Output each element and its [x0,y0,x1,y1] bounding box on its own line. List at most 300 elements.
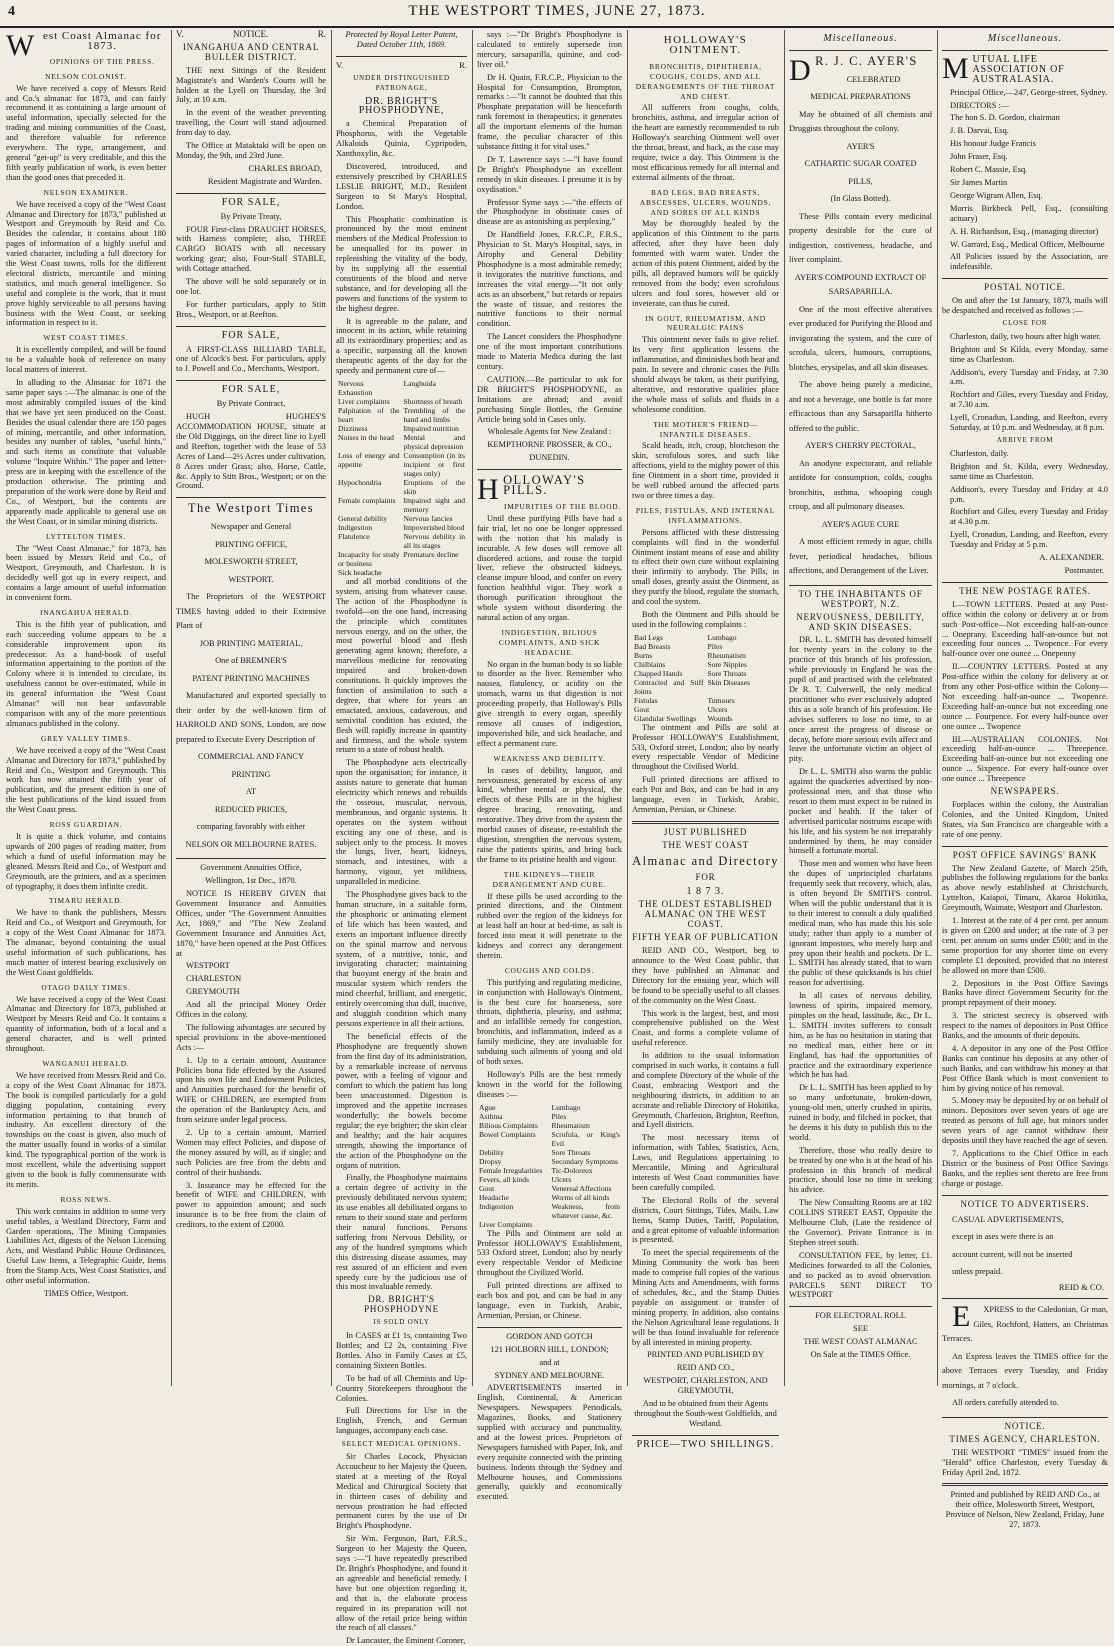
table-cell: Asthma [479,1111,503,1121]
regulation: 2. Depositors in the Post Office Savings Banks have direct Government Security for the prompt repayment of their money. [942,978,1108,1008]
table-cell: Debility [479,1147,504,1157]
paragraph: The Electoral Rolls of the several districts, Court Sittings, Tides, Mails, Law Items, Stamp Duties, Tariff, Population, and a great epitome of valuable information is presented. [632,1195,779,1245]
table-row [336,397,467,406]
press-source: GREY VALLEY TIMES. [40,733,132,743]
table-cell: Nervous Exhaustion [338,379,373,397]
table-cell: Nervous debility in all its stages [403,532,465,550]
ayer-text: One of the most effective alteratives ever produced for Purifying the Blood and invigorating the system, and the cure of scrofula, ulcers, humours, corruptions, blotches, erysipelas, and all skin diseases. [789,304,932,372]
divider [942,278,1108,279]
masthead-title: THE WESTPORT TIMES, JUNE 27, 1873. [408,3,706,19]
printing-office-ad [176,520,326,852]
table-row [477,1175,622,1184]
divider [176,193,326,194]
table-cell: Sore Throats [707,668,747,678]
office-feature: PATENT PRINTING MACHINES [192,673,310,683]
table-cell: Incapacity for study or business [338,550,400,568]
table-cell: Lumbago [551,1102,581,1112]
paragraph: The Lancet considers the Phosphodyne one of the most important contributions made to Materia Medica during the last century. [477,332,622,371]
table-cell: Loss of energy and appetite [338,451,400,469]
ayer-pills-line: (In Glass Botted). [830,194,891,204]
rate-line: I.—TOWN LETTERS. Posted at any Post-office within the colony or delivery at or from such Post-office—Not exceeding half-an-ounce ... Oneprany. Exceeding half-an-ounce but not exceeding four ounces ... Twopence. For every half-ounce over one ounce ... Onepenny [942,599,1108,659]
press-quote: In alluding to the Almanac for 1871 the same paper says :—The almanac is one of the most admirably compiled issues of the kind that we have yet seen produced on the Coast. Besides the usual calendar there are 150 pages of mining, mercantile, and other information, besides any number of tables, "useful hints," and such items as constitute that valuable volume "Inquire Within." The paper and letter-press are in keeping with the excellence of the production otherwise. The printing and preparation of the work were done by Reid and Co., of Westport, but the contents are apparently made applicable to general use on the West Coast, or in similar mining districts. [6,378,166,526]
table-cell: Impoverished blood [403,523,465,532]
savings-regulations [942,864,1108,1189]
column-ayer [789,30,932,1386]
director-line: W. Garrard, Esq., Medical Officer, Melbourne [950,239,1105,249]
select-heading: SELECT MEDICAL OPINIONS. [341,1439,462,1449]
office-feature: JOB PRINTING MATERIAL, [199,638,303,648]
royal-v: V. [176,29,184,39]
divider [942,1483,1108,1486]
regulation: 4. A depositor in any one of the Post Office Banks can continue his deposits at any other of such Banks, and can withdraw his money at that Post Office Bank which is most convenient to him by giving notice of his removal. [942,1043,1108,1093]
table-cell: Noises in the head [338,433,394,442]
ayer-pills-line: CATHARTIC SUGAR COATED [804,159,917,169]
paragraph: The beneficial effects of the Phosphodyne are frequently shown from the first day of its administration, by a remarkable increase of nervous power, with a feeling of vigour and comfort to which the patient has long been unaccustomed. Digestion is improved and the appetite increases wonderfully; the bowels become regular; the eye brighter; the skin clear and healthy; and the hair acquires strength, showing the importance of the action of the Phosphodyne on the organs of nutrition. [336,1031,467,1170]
paragraph: HUGH HUGHES'S ACCOMMODATION HOUSE, situate at the Old Diggings, on the direct line to Lyell and Reefton, together with the lease of 53 Acres of Land—2½ Acres under cultivation, 8 Acres under Grass; also, Horse, Cattle, &c. Apply to Stitt Bros., Westport; or on the Ground. [176,412,326,491]
sold-sub: IS SOLD ONLY [373,1318,430,1327]
advertiser-line: CASUAL ADVERTISEMENTS, [952,1214,1064,1224]
section-text: This purifying and regulating medicine, in conjunction with Holloway's Ointment, is the best cure for hoarseness, sore throats, diphtheria, pleurisy, and asthma; and an infallible remedy for congestion, bronchitis, and inflammation, indeed as a family medicine, they are invaluable for subduing such ailments of young and old of both sexes. [477,977,622,1066]
gordon-line: GORDON AND GOTCH [506,1331,593,1341]
imprint-line: WESTPORT, CHARLESTON, AND GREYMOUTH, [643,1376,768,1396]
sarsaparilla-heading: AYER'S COMPOUND EXTRACT OF SARSAPARILLA. [794,272,927,297]
office-feature: PRINTING [231,769,271,779]
almanac-line: 1 8 7 3. [686,885,725,897]
press-quote: It is excellently compiled, and will be found to be a valuable book of reference on many local matters of interest. [6,345,166,375]
divider [942,1195,1108,1196]
press-source: LYTTELTON TIMES. [45,531,127,541]
sale-horses [176,225,326,320]
divider [789,50,932,51]
office-text: Manufactured and exported specially to their order by the well-known firm of HARROLD AND SONS, London, are now prepared to Execute Every Description of [176,691,326,744]
paragraph: says :—"Dr Bright's Phosphodyne is calculated to entirely supersede iron mercury, sarsaparilla, quinine, and cod-liver oil." [477,30,622,69]
paragraph: In the event of the weather preventing travelling, the Court will stand adjourned from day to day. [176,108,326,138]
postage-title: THE NEW POSTAGE RATES. [959,585,1091,596]
inangahua-title: INANGAHUA AND CENTRAL BULLER DISTRICT. [182,41,320,62]
divider [942,582,1108,583]
ayer-text: These Pills contain every medicinal property desirable for the cure of indigestion, costiveness, headache, and liver complaint. [789,211,932,265]
disease-table [336,379,467,577]
column-misc [942,30,1108,1530]
table-row [632,714,779,723]
section-text: This ointment never fails to give relief. Its very first application lessens the inflammation, and diminishes both heat and pain. In severe and chronic cases the Pills should always be taken, as their purifying, alterative, and restorative qualities place the whole mass of solids and fluids in a wholesome condition. [632,335,780,414]
paragraph: The ointment and Pills are sold at Professor HOLLOWAY'S Establishment, 533, Oxford street, London; also by nearly every respectable Vendor of Medicine throughout the Civilised World. [632,722,779,772]
column-holloway-ointment [632,30,780,1450]
phosphodyne-text-cont [336,577,467,1292]
table-cell: Rheumatism [707,650,746,660]
ayer-pills-line: AYER'S [846,141,875,151]
select-opinions [336,1452,467,1646]
table-cell: Lumbago [707,632,737,642]
table-cell: Hypochondria [338,478,382,487]
table-cell: Gout [479,1183,495,1193]
advertisers-notice [942,1213,1108,1280]
table-cell: Female complaints [338,496,396,505]
royal-v: V. [336,59,344,70]
table-cell: Piles [707,641,723,651]
almanac-line: JUST PUBLISHED [663,826,748,837]
paragraph: Professor Syme says :—"the effects of the Phosphodyne in obstinate cases of disease are as astonishing as perplexing." [477,197,622,227]
patent-notice: Protected by Royal Letter Patent, Dated October 11th, 1869. [345,30,458,49]
table-row [632,678,779,696]
table-row [477,1202,622,1220]
savings-title: POST OFFICE SAVINGS' BANK [952,849,1098,860]
table-row [477,1121,622,1130]
ointment-end [632,723,779,815]
gov-title: Government Annuities Office, [200,863,302,873]
table-cell: Fevers, all kinds [479,1174,529,1184]
column-rule [331,30,332,1386]
holloway-list-intro: Holloway's Pills are the best remedy known in the world for the following diseases :— [477,1069,622,1099]
paragraph: Full printed directions are affixed to each box and pot, and can be had in any language, even in Turkish, Arabic, Armenian, Persian, or Chinese. [477,1281,622,1320]
table-cell: Worms of all kinds [551,1192,610,1202]
press-quote: We have received a copy of the West Coast Almanac and Directory for 1873, published at Westport by Messrs Reid and Co. It contains a quantity of information, both of a local and a general character, and is well printed throughout. [6,994,166,1054]
paragraph: 3. Insurance may be effected for the benefit of WIFE and CHILDREN, with power to appointion amount; and such insurance is to be free from the claim of creditors, to the extent of £2000. [176,1180,326,1230]
paragraph: GREYMOUTH [186,987,240,997]
table-row [477,1184,622,1193]
table-cell: Liver Complaints [479,1219,533,1229]
paragraph: The above will be sold separately or in one lot. [176,277,326,296]
ointment-title: HOLLOWAY'S OINTMENT. [663,34,748,56]
section-text: Scald heads, itch, croup, blotcheson the skin, scrofulous sores, and such like affections, yield to the mighty power of this fine Ointment in a short time, provided it be well rubbed around the affected parts two or three times a day. [632,441,779,500]
royal-patronage [336,61,467,71]
paragraph: 2. Up to a certain amount, Married Women may effect Policies, and dispose of the money assured by will, as if single; and such Policies are free from the debts and control of their husbands. [176,1128,326,1177]
table-row [632,651,779,660]
table-row [632,660,779,669]
column-notices [176,30,326,1386]
director-line: The hon S. D. Gordon, chairman [950,113,1060,123]
director-line: J. B. Darvai, Esq. [950,126,1009,136]
press-quote: This is the fifth year of publication, and each succeeding volume appears to be a considerable improvement upon its predecessor. As a hand-book of useful information appertaining to the portion of the Colony where it is intended to circulate, its usefulness cannot be over-estimated, while in its general information the "West Coast Almanac" will not bear unfavorable comparison with any of the more pretentious almanacs published in the colony. [6,619,166,728]
notice-heading: NOTICE. [233,29,269,39]
imprint-line: PRINTED AND PUBLISHED BY [646,1350,765,1360]
office-feature: One of BREMNER'S [215,656,287,666]
table-cell: General debility [338,514,388,523]
express-text: All orders carefully attended to. [952,1398,1059,1408]
ague-heading: AYER'S AGUE CURE [821,519,900,529]
advertiser-line: account current, will not be inserted [952,1249,1073,1259]
table-cell: Palpitation of the heart [338,406,400,424]
page-number: 4 [8,4,15,19]
paragraph: Full Directions for Use in the English, French, and German languages, accompany each case. [336,1406,467,1436]
table-row [477,1193,622,1202]
director-line: Robert C. Massie, Esq. [950,165,1028,175]
table-cell: Dizziness [338,424,368,433]
table-cell: Indigestion [479,1201,514,1211]
both-intro: Both the Ointment and Pills should be used in the following complaints : [632,609,779,629]
gov-date: Wellington, 1st Dec., 1870. [205,876,297,886]
almanac-ad [632,828,779,943]
press-quote: The "West Coast Almanac," for 1873, has been issued by Messrs Reid and Co., of Westport, Greymouth, and Charleston. It is decidedly well got up in every respect, and contains a large amount of useful information in convenient form. [6,543,166,603]
column-almanac-opinions [6,30,166,1386]
postal-intro: On and after the 1st January, 1873, mails will be despatched and received as follows :— [942,296,1108,316]
mail-line: Brighton and St Kilda, every Monday, same time as Charleston. [950,344,1108,364]
table-cell: Trembling of the hand and limbs [403,406,465,424]
paragraph: In CASES at £1 1s, containing Two Bottles; and £2 2s, containing Five Bottles. Also in Family Cases at £5, containing Sixteen Bottles. [336,1331,467,1370]
regulation: 1. Interest at the rate of 4 per cent. per annum is given on £200 and under; at the rate of 3 per cent. per annum on sums under £500; and in the same proportion for any shorter time on every complete £1 deposited, provided that no interest be allowed on more than £500. [942,916,1108,975]
director-line: A. H. Richardson, Esq., (managing director) [950,226,1099,236]
ointment-sections [632,188,779,607]
misc-heading: Miscellaneous. [823,33,898,44]
royal-r: R. [459,59,467,70]
table-row [336,550,467,568]
paragraph: Discovered, introduced, and extensively prescribed by CHARLES LESLIE BRIGHT, M.D., Resident Surgeon to St Mary's Hospital, London. [336,161,467,211]
wholesale-agents [477,427,622,463]
notice-title: NOTICE. [1004,1420,1046,1431]
regulation: 3. The strictest secrecy is observed with respect to the names of depositors in Post Office Banks, and the amounts of their deposits. [942,1011,1108,1041]
table-row [336,568,467,577]
paragraph: and all morbid conditions of the system, arising from whatever cause. The action of the Phosphodyne is twofold—on the one hand, increasing the principle which constitutes nervous energy, and on the other, the most powerful blood and flesh generating agent known; therefore, a marvellous medicine for renovating impaired and broken-down constitutions. It quickly improves the function of assimilation to such a degree, that where for years an emaciated, anxious, cadaverous, and semivital condition has existed, the flesh will rapidly increase in quantity and firmness, and the whole system return to a state of robust health. [336,577,467,755]
press-opinions [6,72,166,1286]
table-cell: Sick headache [338,568,382,577]
signature: CHARLES BROAD, [248,162,322,173]
sale-billiard [176,345,326,375]
office-line: MOLESWORTH STREET, [204,557,298,567]
paragraph: FOUR First-class DRAUGHT HORSES, with Harness complete; also, THREE CARGO BOATS with all necessary working gear; also, Four-Stall STABLE, with Cottage attached. [176,224,326,274]
almanac-ad-text [632,946,779,1347]
table-cell: Rheumatism [551,1120,590,1130]
paragraph: The New Consulting Rooms are at 182 COLLINS STREET EAST, Opposite the Melbourne Club, (Late the residence of the Governor). Private Entrance is in Stephen street south. [789,1198,932,1247]
almanac-line: THE OLDEST ESTABLISHED ALMANAC ON THE WEST COAST. [638,899,773,930]
section-text: If these pills be used according to the printed directions, and the Ointment rubbed over the region of the kidneys for at least half an hour at bed-time, as salt is forced into meat it will penetrate to the kidneys and correct any derangement therein. [477,891,622,960]
table-cell: Dropsy [479,1156,502,1166]
table-row [477,1148,622,1157]
table-cell: Impaired nutrition [403,424,459,433]
table-cell [402,568,468,577]
table-cell: Chilblains [634,659,666,669]
table-row [477,1112,622,1121]
sale-subheading: By Private Treaty, [220,211,282,221]
table-cell: Contracted and Stiff Joints [634,677,704,696]
electoral-line: FOR ELECTORAL ROLL [815,1311,906,1321]
office-text: The Proprietors of the WESTPORT TIMES having added to their Extensive Plant of [176,592,326,631]
electoral-line: SEE [853,1324,868,1334]
sale-subheading: By Private Contract, [216,399,286,409]
almanac-line: THE WEST COAST [662,839,749,850]
table-row [336,496,467,514]
table-cell: Ulcers [551,1174,572,1184]
imprint-line: REID AND CO., [676,1363,735,1373]
paragraph: To meet the special requirements of the Mining Community the work has been made to comprise full copies of the various Mining Acts and Amendments, with forms of schedules, &c., and the Stamp Duties payable on assignment or transfer of mining property. In addition, also contains the Nelson Agricultural lease regulations. It will be thus found invaluable for reference by all interested in mining property. [632,1248,779,1347]
mail-line: Lyell, Cronadun, Landing, and Reefton, every Tuesday and Friday at 5 p.m. [950,530,1108,550]
press-quote: This work contains in addition to some very useful tables, a Westland Directory, Farm and Garden operations, The Mining Companies Liabilities Act, digests of the Nelson Licensing Acts, and Westland Public House Ordinances, Useful Law Items, a Telegraphic Guide, Items from the Stamp Acts, West Coast Statistics, and other useful information. [6,1206,166,1286]
section-text: May be thoroughly healed by the application of this Ointment to the parts affected, after they have been duly fomented with warm water. Under the action of this potent Ointment, aided by the pills, all depraved humors will be quickly removed from the body; even scrofulous ulcers and foul sores, however old or inveterate, can thus be cured. [632,219,779,308]
paragraph: 1. Up to a certain amount, Assurance Policies bona fide effected by the Assured upon his own life and Endowment Policies, and Annuities purchased for the benefit of WIFE or CHILDREN, are exempted from the operation of the Bankruptcy Acts, and from seizure under legal process. [176,1055,326,1125]
table-cell: Secondary Symptoms [551,1156,618,1166]
press-source: NELSON EXAMINER. [43,187,129,197]
table-row [336,433,467,451]
table-cell: Ulcers [707,704,728,714]
express-text: EXPRESS to the Caledonian, Gr man, Giles, Rochford, Hatters, an Christmas Terraces. [942,1300,1108,1344]
divider [176,858,326,859]
office-line: WESTPORT. [228,574,274,584]
table-cell: Piles [551,1111,567,1121]
table-cell: Bilious Complaints [479,1120,538,1130]
paragraph: Therefore, those who really desire to be treated by one who is at the head of his profession in this branch of medical practice, should lose no time in seeking his advice. [789,1145,932,1195]
table-row [336,406,467,424]
table-cell: Indigestion [338,523,373,532]
almanac-line: Almanac and Directory [632,853,779,868]
table-cell: Consumption (in its incipient or first stages only) [403,451,465,478]
phosphodyne-title: DR. BRIGHT'S PHOSPHODYNE, [358,95,445,117]
divider [789,585,932,586]
paragraph: The following advantages are secured by special provisions in the above-mentioned Acts :— [176,1022,326,1052]
imprint: Printed and published by REID AND Co., at their office, Molesworth Street, Westport, Province of Nelson, New Zealand, Friday, June 27, 1873. [945,1490,1105,1530]
table-row [336,379,467,397]
postmaster-title: Postmaster. [1064,564,1104,575]
table-row [336,451,467,478]
table-cell: Weakness, from whatever cause, &c. [551,1201,620,1220]
patronage-text: UNDER DISTINGUISHED PATRONAGE, [353,73,450,92]
table-cell: Fistulas [634,695,658,705]
gordon-gotch-ad [477,1332,622,1381]
press-quote: We have received a copy of the "West Coast Almanac and Directory for 1873," published by Reid and Co., Westport and Greymouth. This work has now attained the fifth year of publication, and the present edition is one of the best publications of the kind issued from the West Coast press. [6,745,166,815]
ayer-line: MEDICAL PREPARATIONS [810,92,911,102]
signature-title: Resident Magistrate and Warden. [207,175,322,186]
paragraph: REID AND CO., Westport, beg to announce to the West Coast public, that they have published an Almanac and Directory for the ensuing year, which will be found to be specially useful to all classes of the community on the West Coast. [632,946,779,1005]
government-annuities-notice [176,889,326,1230]
table-row [632,705,779,714]
sale-heading: FOR SALE, [221,196,281,208]
table-cell: Wounds [707,713,733,723]
column-holloway-pills [477,30,622,1502]
table-cell: Venereal Affections [551,1183,612,1193]
table-row [336,523,467,532]
section-text: In cases of debility, languor, and nervousness, generated by excess of any kind, whether mental or physical, the effects of these Pills are in the highest degree bracing, renovating, and restorative. They drive from the system the morbid causes of disease, re-establish the digestion, strengthen the nervous system, raise the patients spirits, and bring back the frame to its pristine health and vigour. [477,765,622,864]
divider [632,1435,779,1436]
section-heading: IMPURITIES OF THE BLOOD. [503,501,622,511]
column-footer: TIMES Office, Westport. [43,1288,129,1298]
divider [176,497,326,498]
director-line: DIRECTORS :— [950,100,1010,110]
newspapers-text: Forplaces within the colony, the Australian Colonies, and the United Kingdom, United States, via San Francisco are chargeable with a rate of one penny. [942,800,1108,839]
director-line: His honour Judge Francis [950,139,1036,149]
office-line: Newspaper and General [210,522,292,532]
table-cell: Sore Nipples [707,659,747,669]
advertiser-line: unless prepaid. [952,1267,1003,1277]
holloway-pills-end [477,1229,622,1321]
sale-accommodation [176,412,326,491]
office-line: PRINTING OFFICE, [214,539,288,549]
paragraph: The Pills and Ointment are sold at Professor HOLLOWAY'S Establishment, 533 Oxford street, London; also by nearly every respectable Vendor of Medicine throughout the Civilized World. [477,1228,622,1278]
office-feature: REDUCED PRICES, [214,804,288,814]
table-row [477,1157,622,1166]
director-line: Sir James Martin [950,177,1008,187]
postmaster-name: A. ALEXANDER. [1039,552,1104,563]
divider [632,821,779,824]
mail-line: Rochfort and Giles, every Tuesday and Friday at 4.30 p.m. [950,507,1108,527]
ayer-preparations [789,73,932,579]
press-source: INANGAHUA HERALD. [39,607,133,617]
paragraph: To be had of all Chemists and Up-Country Storekeepers throughout the Colonies. [336,1373,467,1403]
director-line: John Fraser, Esq. [950,152,1008,162]
section-heading: PILES, FISTULAS, AND INTERNAL INFLAMMATIONS. [635,505,776,525]
table-row [336,532,467,550]
royal-r: R. [317,29,326,39]
table-cell: Tic-Doloreux [551,1165,593,1175]
almanac-title: West Coast Almanac for 1873. [6,29,162,62]
wholesale-line: Wholesale Agents for New Zealand : [487,427,612,437]
press-quote: We have received from Messrs Reid and Co. a copy of the West Coast Almanac for 1873. The book is compiled particularly for a gold digging population, containing every information pertaining to that branch of industry. An excellent directory of the townships on the coast is given, also much of the matter usually found in works of a similar kind. The typographical portion of the work is most excellent, while the advertising support given to the book is fully commensurate with its merits. [6,1070,166,1189]
paragraph: Sir Charles Locock, Physician Accoucheur to her Majesty the Queen, stated at a meeting of the Royal Medical and Chirurgical Society that in thirteen cases of debility and nervous prostration he had effected permanent cures by the use of Dr Bright's Phosphodyne. [336,1452,467,1531]
paragraph: Full printed directions are affixed to each Pot and Box, and can be had in any language, even in Turkish, Arabic, Armenian, Persian, or Chinese. [632,775,779,814]
table-row [632,633,779,642]
gordon-line: 121 HOLBORN HILL, LONDON; [490,1344,609,1354]
phosphodyne-text [336,119,467,376]
director-line: Principal Office,—247, George-street, Sydney. [950,87,1108,97]
express-ad [942,1300,1108,1411]
phosphodyne-opinions [477,30,622,424]
holloway-pills-title: HOLLOWAY'S PILLS. [477,473,586,507]
table-cell: Mental and physical depression [403,433,465,451]
director-line: All Policies issued by the Association, are indefeasible. [950,252,1108,272]
ayer-text: A most efficient remedy in ague, chills fever, periodical headaches, bilious affections, and Derangement of the Liver. [789,537,932,576]
press-source: WEST COAST TIMES. [43,333,129,343]
table-cell: Bowel Complaints [479,1129,536,1139]
ayer-text: May be obtained of all chemists and Druggists throughout the colony. [789,109,932,134]
paragraph: Dr L. L. SMITH has been applied to by so many unfortunate, broken-down, young-old men, utterly crushed in spirits, ruined in body, and filched in pocket, that he deems it his duty to publish this to the world. [789,1083,932,1142]
press-source: OTAGO DAILY TIMES. [41,982,131,992]
paragraph: And all the principal Money Order Offices in the colony. [176,1000,326,1020]
table-cell: Ague [479,1102,496,1112]
mail-line: Charleston, daily. [950,448,1009,458]
divider [477,1327,622,1328]
paragraph: The Phosphodyne acts electrically upon the organisation; for instance, it assists nature to generate that human electricity which renews and rebuilds the osseous, muscular, nervous, membranous, and organic systems. It operates on the system without exciting any one of these, and is subject only to the process. It moves the lungs, liver, heart, kidneys, stomach, and intestines, with a harmony, vigour, yet mildness, unparalleled in medicine. [336,758,467,887]
table-cell: Langhuida [403,379,436,388]
postal-title: POSTAL NOTICE. [984,282,1066,293]
press-source: ROSS NEWS. [60,1194,112,1204]
office-feature: NELSON OR MELBOURNE RATES. [185,839,317,849]
ointment-complaints-table [632,633,779,723]
table-cell: Bad Breasts [634,641,671,651]
section-heading: IN GOUT, RHEUMATISM, AND NEURALGIC PAINS [645,313,766,333]
office-feature: comparing favorably with either [196,822,306,832]
paragraph: Dr Handfield Jones, F.R.C.P., F.R.S., Physician to St. Mary's Hospital, says, in Atrophy and General Debility Phosphodyne is a most admirable remedy; it invigorates the nutritive functions, and increases the vital energy—"It not only acts as an absorbent," but retards or repairs the waste of tissue, and restores the nutritive functions to their normal condition. [477,230,622,329]
gordon-gotch-text: ADVERTISEMENTS inserted in English, Continental, & American Newspapers. Newspapers Periodicals, Magazines, Books, and Stationery supplied with accuracy and punctuality, and at the lowest prices. Proprietors of Newspapers furnished with Paper, Ink, and every requisite connected with the printing business. Indents through the Sydney and Melbourne houses, and Commissions generally, quickly and economically executed. [477,1383,622,1502]
electoral-line: On Sale at the TIMES Office. [810,1350,911,1360]
column-rule [171,30,172,1386]
office-feature: AT [245,787,257,797]
table-cell: Premature decline [403,550,459,559]
table-row [632,669,779,678]
paragraph: Dr T. Lawrence says :—"I have found Dr Bright's Phosphodyne an excellent remedy in skin diseases. I presume it is by oxydisation." [477,154,622,194]
agency-text: THE WESTPORT "TIMES" issued from the "Herald" office Charleston, every Tuesday & Friday April 2nd, 1872. [942,1447,1108,1477]
mail-line: Lyell, Cronadun, Landing, and Reefton, every Saturday, at 10 p.m. and Wednesday, at 8 p.m. [950,413,1108,433]
divider [477,469,622,470]
regulation: 5. Money may be deposited by or on behalf of minors. Depositors over seven years of age are treated as persons of full age, but minors under seven years of age cannot withdraw their deposits until they have reached the age of seven. [942,1096,1108,1146]
press-quote: We have to thank the publishers, Messrs Reid and Co., of Westport and Greymouth, for a copy of the West Coast Almanac for 1873. The almanac, beyond containing the usual useful information of such publications, has much matter of interest bearing exclusively on the West Coast goldfields. [6,908,166,977]
table-cell: Burns [634,650,653,660]
mail-line: Rochfort and Giles, every Tuesday and Friday, at 7.30 a.m. [950,390,1108,410]
paragraph: CAUTION.—Be particular to ask for DR BRIGHT'S PHOSPHODYNE, as Imitations are abroad; and avoid purchasing Single Bottles, the Genuine Article being sold in Cases only. [477,374,622,424]
press-source: TIMARU HERALD. [48,896,124,906]
holloway-pills-text [477,502,622,1067]
section-heading: INDIGESTION, BILIOUS COMPLAINTS, AND SICK HEADACHE. [498,627,601,657]
paragraph: This Phosphatic combination is pronounced by the most eminent members of the Medical Profession to be unequalled for its power in replenishing the vitality of the body, by its supplying all the essential constituents of the blood and nerve substance, and for developing all the powers and functions of the system to the highest degree. [336,214,467,313]
section-text: Until these purifying Pills have had a fair trial, let no one be longer oppressed with the notion that his malady is incurable. A few doses will remove all disordered actions, and rouse the torpid liver, relieve the obstructed kidneys, cleanse impure blood, and confer on every function healthful vigor. They work a thorough purification throughout the whole system without disordering the natural action of any organ. [477,513,622,622]
paragraph: WESTPORT [186,961,230,971]
director-line: Morris Birkbeck Pell, Esq., (consulting actuary) [950,203,1108,223]
ayer-text: The above being purely a medicine, and not a beverage, one bottle is far more efficacious than any Sarsaparilla hitherto offered to the public. [789,380,932,433]
inangahua-notice [176,66,326,161]
column-rule [627,30,628,1386]
section-text: No organ in the human body is so liable to disorder as the liver. Remember who nausea, flatulency, or acidity on the stomach, warns us that digestion is not proceeding properly, that Holloway's Pills give strength to every organ, speedily remove all causes of indigestion, impoverished bile, and sick headache, and effect a permanent cure. [477,659,622,748]
advertisers-title: NOTICE TO ADVERTISERS. [960,1198,1090,1209]
office-title: The Westport Times [187,501,315,516]
table-cell: Sore Throats [551,1147,591,1157]
paragraph: The Phosphodyne gives back to the human structure, in a suitable form, the phosphoric or animating element of life which has been wasted, and exerts an important influence directly on the spinal marrow and nervous system, of a nutritive, tonic, and invigorating character; maintaining that buoyant energy of the brain and muscular system which renders the mind cheerful, brilliant, and energetic, entirely overcoming that dull, inactive, and sluggish condition which many persons experience in all their actions. [336,890,467,1028]
almanac-price: PRICE—TWO SHILLINGS. [636,1438,775,1450]
